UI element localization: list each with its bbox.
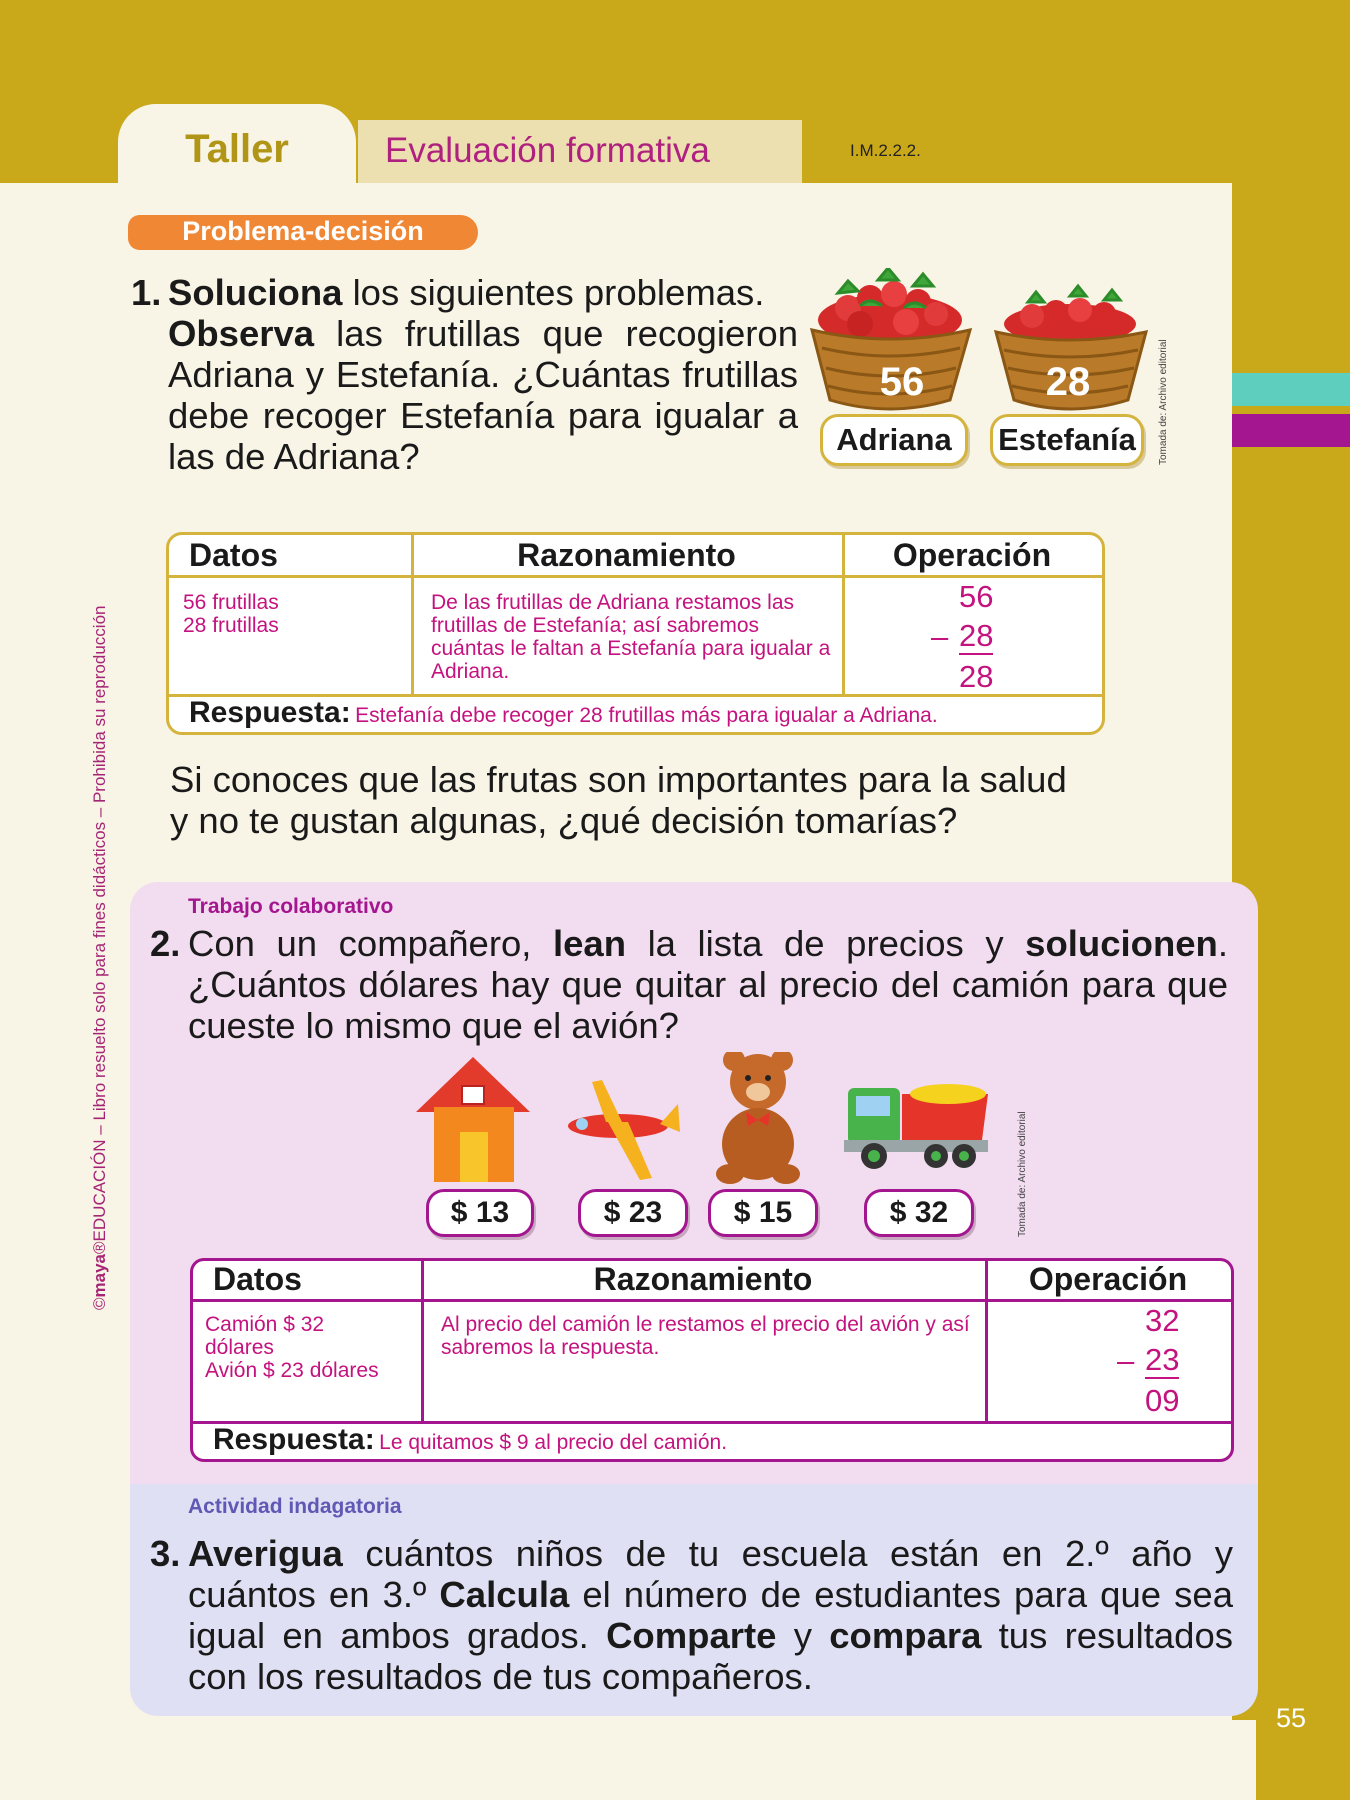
table-q2-header-razonamiento: Razonamiento <box>593 1261 813 1297</box>
toy-truck-icon <box>844 1084 988 1169</box>
toy-house-icon <box>416 1057 530 1182</box>
question-1-text: Soluciona los siguientes problemas. Observa las frutillas que recogieron Adriana y Estefanía. ¿Cuántas frutillas debe recoger Estefanía para igualar a las de Adriana? <box>168 272 798 477</box>
table-q1-answer-label: Respuesta: <box>189 696 351 729</box>
table-q1-header-razonamiento: Razonamiento <box>517 537 736 573</box>
inquiry-label: Actividad indagatoria <box>188 1495 402 1518</box>
basket-adriana-value: 56 <box>879 360 925 404</box>
basket-estefania-value: 28 <box>1045 360 1091 404</box>
table-q1-op-sign: – <box>931 619 949 654</box>
indicator-code: I.M.2.2.2. <box>850 141 921 160</box>
teal-stripe <box>1232 373 1350 406</box>
name-tag-adriana: Adriana <box>820 414 968 466</box>
table-q2-answer-text: Le quitamos $ 9 al precio del camión. <box>379 1431 728 1454</box>
copyright-side-note: ©maya®EDUCACIÓN – Libro resuelto solo para fines didácticos – Prohibida su reproducción <box>90 605 109 1310</box>
name-tag-estefania: Estefanía <box>990 414 1144 466</box>
table-q2-datos-3: Avión $ 23 dólares <box>205 1359 379 1382</box>
toys-illustration <box>408 1052 988 1187</box>
question-3-number: 3. <box>150 1533 181 1574</box>
table-q1-answer-text: Estefanía debe recoger 28 frutillas más para igualar a Adriana. <box>355 704 938 727</box>
image-credit-2: Tomada de: Archivo editorial <box>1017 1111 1028 1237</box>
table-q1-op-sub: 28 <box>959 618 994 653</box>
table-q1-header-operacion: Operación <box>892 537 1052 573</box>
collaborative-label: Trabajo colaborativo <box>188 895 394 918</box>
toy-teddy-bear-icon <box>716 1052 800 1184</box>
toy-airplane-icon <box>568 1080 680 1180</box>
magenta-stripe <box>1232 414 1350 447</box>
tab-taller-label: Taller <box>185 127 289 171</box>
table-q1 <box>166 532 1105 735</box>
price-house: $ 13 <box>426 1189 534 1237</box>
table-q2 <box>190 1258 1234 1462</box>
table-q2-datos-1: Camión $ 32 <box>205 1313 325 1336</box>
table-q2-razonamiento: Al precio del camión le restamos el precio del avión y así sabremos la respuesta. <box>441 1313 970 1359</box>
table-q1-datos-2: 28 frutillas <box>183 614 279 637</box>
table-q1-razonamiento: De las frutillas de Adriana restamos las frutillas de Estefanía; así sabremos cuántas le faltan a Estefanía para igualar a Adriana. <box>431 591 831 683</box>
reflection-text: Si conoces que las frutas son importantes para la salud y no te gustan algunas, ¿qué decisión tomarías? <box>170 759 1067 841</box>
table-q2-op-result: 09 <box>1145 1383 1180 1418</box>
table-q1-header-line <box>169 575 1102 578</box>
price-truck: $ 32 <box>864 1189 974 1237</box>
table-q2-datos-2: dólares <box>205 1336 274 1359</box>
table-q1-answer-row <box>189 696 938 730</box>
table-q1-op-result: 28 <box>959 659 994 694</box>
table-q1-header-datos: Datos <box>189 537 278 573</box>
page-number: 55 <box>1275 1703 1307 1733</box>
question-2-text: Con un compañero, lean la lista de precios y solucionen. ¿Cuántos dólares hay que quitar al precio del camión para que cueste lo mismo que el avión? <box>188 923 1228 1046</box>
table-q2-header-operacion: Operación <box>1028 1261 1188 1297</box>
section-pill-label: Problema-decisión <box>182 216 424 246</box>
table-q2-op-sign: – <box>1117 1343 1135 1378</box>
tab-evaluacion-label: Evaluación formativa <box>385 131 710 170</box>
price-teddy-bear: $ 15 <box>708 1189 818 1237</box>
question-2-number: 2. <box>150 923 181 964</box>
question-1-number: 1. <box>131 272 162 313</box>
table-q2-answer-label: Respuesta: <box>213 1423 375 1456</box>
table-q2-header-line <box>193 1299 1231 1302</box>
table-q2-op-sub: 23 <box>1145 1342 1180 1377</box>
table-q2-answer-row <box>213 1423 727 1457</box>
table-q1-op-top: 56 <box>959 579 994 614</box>
table-q2-header-datos: Datos <box>213 1261 302 1297</box>
table-q2-op-top: 32 <box>1145 1303 1180 1338</box>
image-credit-1: Tomada de: Archivo editorial <box>1158 339 1169 465</box>
question-3-text: Averigua cuántos niños de tu escuela están en 2.º año y cuántos en 3.º Calcula el número de estudiantes para que sea igual en ambos grados. Comparte y compara tus resultados con los resultados de tus compañeros. <box>188 1533 1233 1697</box>
table-q1-datos-1: 56 frutillas <box>183 591 279 614</box>
price-airplane: $ 23 <box>578 1189 688 1237</box>
